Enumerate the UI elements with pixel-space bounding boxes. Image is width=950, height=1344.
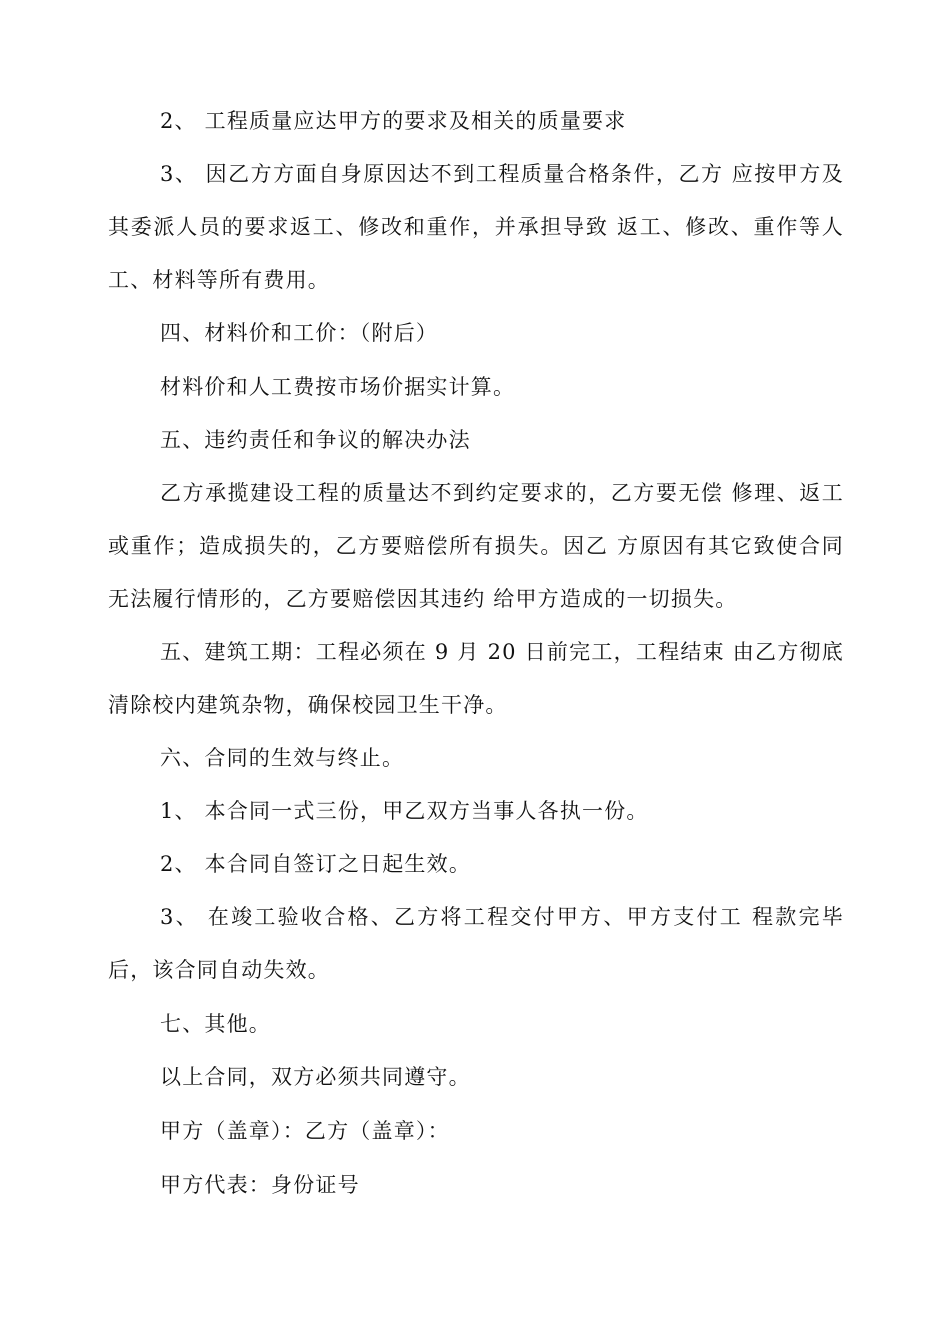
section-4-body: 材料价和人工费按市场价据实计算。 <box>160 375 516 399</box>
clause-quality-2: 2、 工程质量应达甲方的要求及相关的质量要求 <box>160 109 627 133</box>
section-5-body: 乙方承揽建设工程的质量达不到约定要求的，乙方要无偿 修理、返工或重作；造成损失的，乙方要赔偿所有损失。因乙 方原因有其它致使合同无法履行情形的，乙方要赔偿因其违约 给甲方造成的一切损失。 <box>108 481 844 611</box>
section-6-item-1: 1、 本合同一式三份，甲乙双方当事人各执一份。 <box>160 799 649 823</box>
section-6-item-3: 3、 在竣工验收合格、乙方将工程交付甲方、甲方支付工 程款完毕后，该合同自动失效。 <box>108 905 844 982</box>
section-5b-construction-period: 五、建筑工期：工程必须在 9 月 20 日前完工，工程结束 由乙方彻底清除校内建筑杂物，确保校园卫生干净。 <box>108 640 844 717</box>
section-4-heading: 四、材料价和工价：（附后） <box>160 321 439 345</box>
section-6-item-2: 2、 本合同自签订之日起生效。 <box>160 852 472 876</box>
section-6-heading: 六、合同的生效与终止。 <box>160 746 405 770</box>
section-5-heading: 五、违约责任和争议的解决办法 <box>160 428 471 452</box>
signature-seals-line: 甲方（盖章）：乙方（盖章）： <box>160 1119 450 1143</box>
clause-quality-3: 3、 因乙方方面自身原因达不到工程质量合格条件，乙方 应按甲方及其委派人员的要求返工、修改和重作，并承担导致 返工、修改、重作等人工、材料等所有费用。 <box>108 162 844 292</box>
section-7-body: 以上合同，双方必须共同遵守。 <box>160 1065 471 1089</box>
section-7-heading: 七、其他。 <box>160 1012 271 1036</box>
representative-id-line: 甲方代表：身份证号 <box>160 1173 360 1197</box>
